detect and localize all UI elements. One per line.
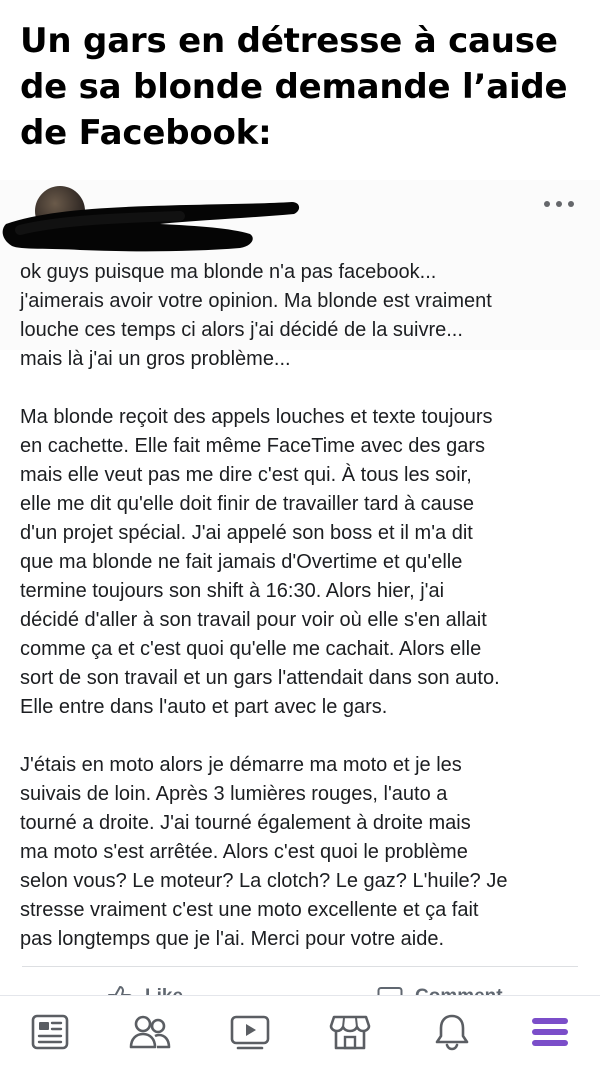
news-feed-icon xyxy=(31,1014,69,1050)
more-dot xyxy=(568,201,574,207)
friends-icon xyxy=(129,1014,171,1050)
post-paragraph: Ma blonde reçoit des appels louches et texte toujours en cachette. Elle fait même FaceTime avec des gars mais elle veut pas me dire c'est qui. À tous les soir, elle me dit qu'elle doit finir de travailler tard à cause d'un projet spécial. J'ai appelé son boss et il m'a dit que ma blonde ne fait jamais d'Overtime et qu'elle termine toujours son shift à 16:30. Alors hier, j'ai décidé d'aller à son travail pour voir où elle s'en allait comme ça et c'est quoi qu'elle me cachait. Alors elle sort de son travail et un gars l'attendait dans son auto. Elle entre dans l'auto et part avec le gars. xyxy=(20,406,500,718)
post-action-bar xyxy=(22,966,578,995)
more-dot xyxy=(556,201,562,207)
post-paragraph: ok guys puisque ma blonde n'a pas facebook... j'aimerais avoir votre opinion. Ma blonde est vraiment louche ces temps ci alors j'ai décidé de la suivre... mais là j'ai un gros problème... xyxy=(20,261,492,370)
post-paragraph: J'étais en moto alors je démarre ma moto et je les suivais de loin. Après 3 lumières rouges, l'auto a tourné a droite. J'ai tourné également à droite mais ma moto s'est arrêtée. Alors c'est quoi le problème selon vous? Le moteur? La clotch? Le gaz? L'huile? Je stresse vraiment c'est une moto excellente et ça fait pas longtemps que je l'ai. Merci pour votre aide. xyxy=(20,754,508,950)
nav-marketplace[interactable] xyxy=(330,1012,370,1052)
nav-watch[interactable] xyxy=(230,1012,270,1052)
post-body xyxy=(20,258,585,954)
marketplace-icon xyxy=(330,1013,370,1051)
watch-video-icon xyxy=(230,1014,270,1050)
nav-friends[interactable] xyxy=(130,1012,170,1052)
bottom-navigation-bar xyxy=(0,995,600,1068)
more-dot xyxy=(544,201,550,207)
notifications-bell-icon xyxy=(434,1013,470,1051)
meme-headline: Un gars en détresse à cause de sa blonde demande l’aide de Facebook: xyxy=(20,21,568,153)
nav-notifications[interactable] xyxy=(432,1012,472,1052)
facebook-post xyxy=(0,172,600,992)
menu-hamburger-icon xyxy=(531,1016,569,1048)
more-horizontal-icon[interactable] xyxy=(544,199,574,209)
nav-news-feed[interactable] xyxy=(30,1012,70,1052)
nav-menu[interactable] xyxy=(530,1012,570,1052)
author-name-redaction xyxy=(0,190,310,254)
